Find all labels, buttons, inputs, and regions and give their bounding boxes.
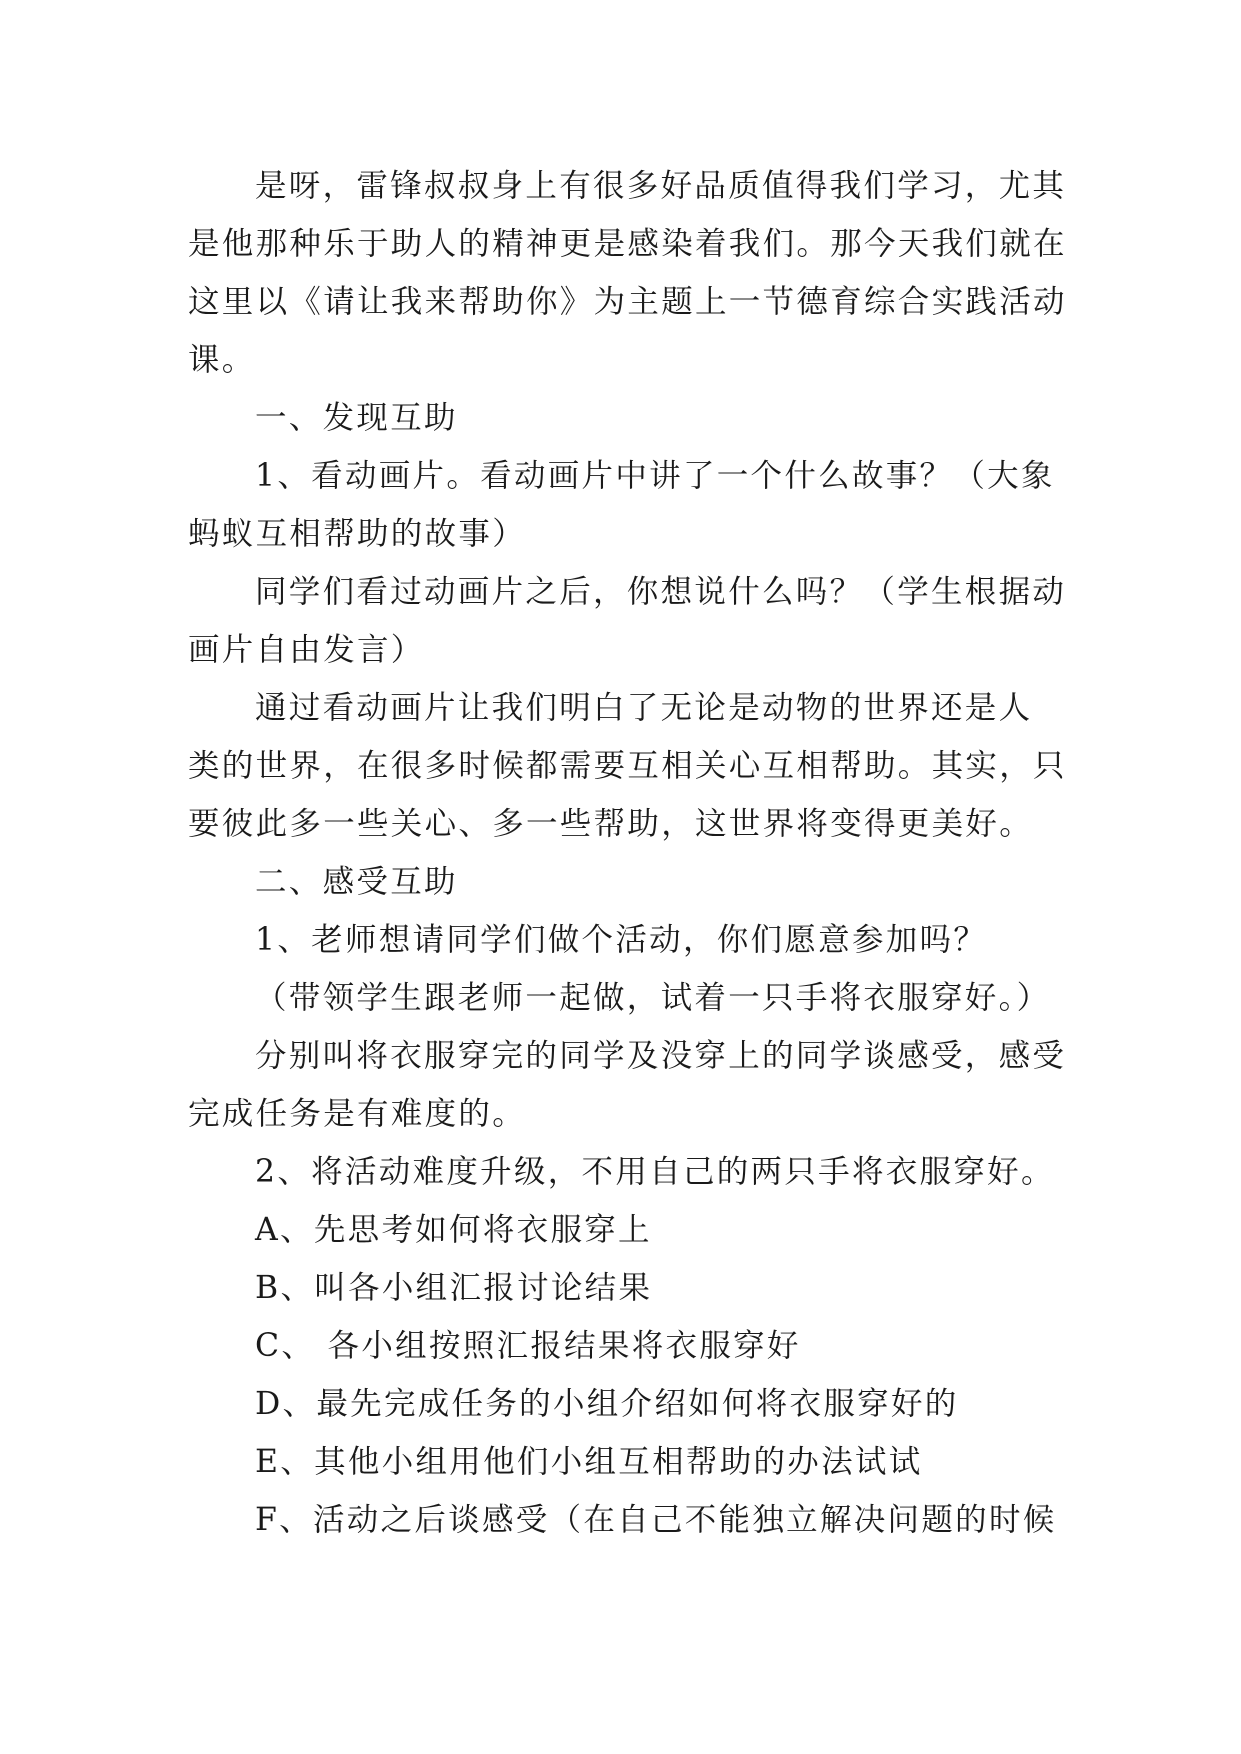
- text-line: 1、看动画片。看动画片中讲了一个什么故事？（大象: [255, 458, 1055, 494]
- text-line: 是呀，雷锋叔叔身上有很多好品质值得我们学习，尤其: [255, 168, 1067, 204]
- text-line: 课。: [188, 342, 256, 378]
- text-line: 画片自由发言）: [188, 632, 425, 668]
- text-line: 1、老师想请同学们做个活动，你们愿意参加吗？: [255, 922, 988, 958]
- section-heading: 一、发现互助: [255, 400, 458, 436]
- text-line: 2、将活动难度升级，不用自己的两只手将衣服穿好。: [255, 1154, 1055, 1190]
- text-line: 这里以《请让我来帮助你》为主题上一节德育综合实践活动: [188, 284, 1067, 320]
- list-item: F、活动之后谈感受（在自己不能独立解决问题的时候: [255, 1502, 1057, 1538]
- text-line: 要彼此多一些关心、多一些帮助，这世界将变得更美好。: [188, 806, 1034, 842]
- list-item: B、叫各小组汇报讨论结果: [255, 1270, 653, 1306]
- list-item: C、 各小组按照汇报结果将衣服穿好: [255, 1328, 801, 1364]
- text-line: 分别叫将衣服穿完的同学及没穿上的同学谈感受，感受: [255, 1038, 1067, 1074]
- list-item: A、先思考如何将衣服穿上: [255, 1212, 652, 1248]
- text-line: 通过看动画片让我们明白了无论是动物的世界还是人: [255, 690, 1033, 726]
- text-line: 完成任务是有难度的。: [188, 1096, 527, 1132]
- text-line: 同学们看过动画片之后，你想说什么吗？（学生根据动: [255, 574, 1067, 610]
- text-line: 是他那种乐于助人的精神更是感染着我们。那今天我们就在: [188, 226, 1067, 262]
- text-line: （带领学生跟老师一起做，试着一只手将衣服穿好。）: [255, 980, 1051, 1016]
- section-heading: 二、感受互助: [255, 864, 458, 900]
- list-item: E、其他小组用他们小组互相帮助的办法试试: [255, 1444, 923, 1480]
- text-line: 类的世界，在很多时候都需要互相关心互相帮助。其实，只: [188, 748, 1067, 784]
- list-item: D、最先完成任务的小组介绍如何将衣服穿好的: [255, 1386, 959, 1422]
- text-line: 蚂蚁互相帮助的故事）: [188, 516, 527, 552]
